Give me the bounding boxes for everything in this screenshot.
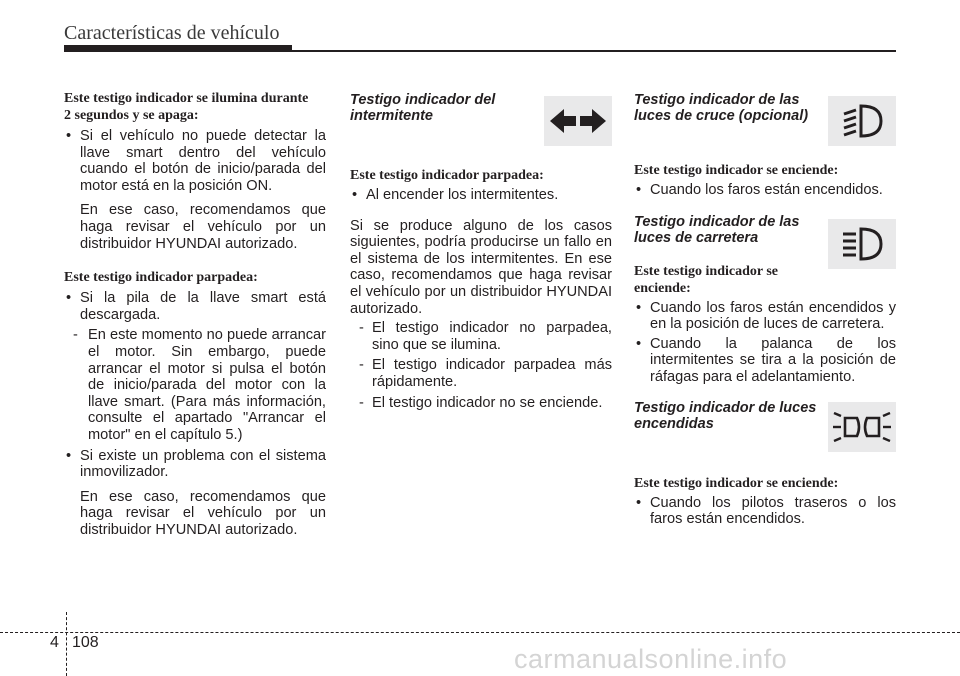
list-item-note: En ese caso, recomendamos que haga revisar el vehículo por un distribuidor HYUNDAI autorizado. [80,488,326,538]
position-lights-section [634,400,896,475]
list-item: • Cuando los faros están encendidos. [634,182,896,199]
chapter-number: 4 [50,634,59,651]
high-beam-icon [828,219,896,269]
list-item-note: En ese caso, recomendamos que haga revisar el vehículo por un distribuidor HYUNDAI autorizado. [80,202,326,252]
list-item-dash: - El testigo indicador no se enciende. [350,395,612,412]
section-heading: Este testigo indicador se enciende: [634,163,839,178]
footer-rule [0,632,960,633]
column-lights [634,90,896,528]
column-turn-signal [350,90,612,411]
list-item-dash: - El testigo indicador parpadea más rápidamente. [350,357,612,390]
low-beam-section [634,90,896,162]
list-item: • Si existe un problema con el sistema inmovilizador. [64,448,326,481]
footer-divider [66,612,67,676]
list-item: • Si el vehículo no puede detectar la llave smart dentro del vehículo cuando el botón de inicio/parada del motor está en la posición ON. [64,128,326,194]
section-title: Testigo indicador de las luces de carretera [634,213,800,246]
section-title: Testigo indicador de luces encendidas [634,399,817,432]
position-lights-icon [828,402,896,452]
section-title: Testigo indicador del intermitente [350,92,496,124]
section-heading: Este testigo indicador se enciende: [634,475,839,491]
page-header-title: Características de vehículo [64,22,280,44]
turn-signal-arrows-icon [544,96,612,146]
list-item: • Cuando la palanca de los intermitentes se tira a la posición de ráfagas para el adelantamiento. [634,336,896,386]
turn-signal-section [350,90,612,168]
high-beam-section [634,214,896,263]
list-item: • Al encender los intermitentes. [350,187,612,204]
section-heading: Este testigo indicador parpadea: [64,270,258,286]
list-item: • Cuando los pilotos traseros o los faros están encendidos. [634,495,896,528]
section-heading: Este testigo indicador parpadea: [350,168,544,183]
paragraph: Si se produce alguno de los casos siguientes, podría producirse un fallo en el sistema de los intermitentes. En ese caso, recomendamos que haga revisar el vehículo por un distribuidor HYUNDAI autorizado. [350,217,612,317]
header-rule [64,50,896,52]
list-item: • Si la pila de la llave smart está descargada. [64,290,326,323]
section-heading: Este testigo indicador se enciende: [634,263,779,296]
list-item-dash: - El testigo indicador no parpadea, sino que se ilumina. [350,320,612,353]
list-item-dash: - En este momento no puede arrancar el motor. Sin embargo, puede arrancar el motor si pulsa el botón de inicio/parada del motor con la llave smart. (Para más información, consulte el apartado "Arrancar el motor" en el capítulo 5.) [64,327,326,443]
column-smart-key [64,90,326,538]
section-title: Testigo indicador de las luces de cruce (opcional) [634,92,809,124]
list-item: • Cuando los faros están encendidos y en la posición de luces de carretera. [634,300,896,333]
section-heading: Este testigo indicador se ilumina durante 2 segundos y se apaga: [64,91,309,123]
low-beam-icon [828,96,896,146]
page-number: 108 [72,634,99,651]
watermark: carmanualsonline.info [514,644,788,674]
